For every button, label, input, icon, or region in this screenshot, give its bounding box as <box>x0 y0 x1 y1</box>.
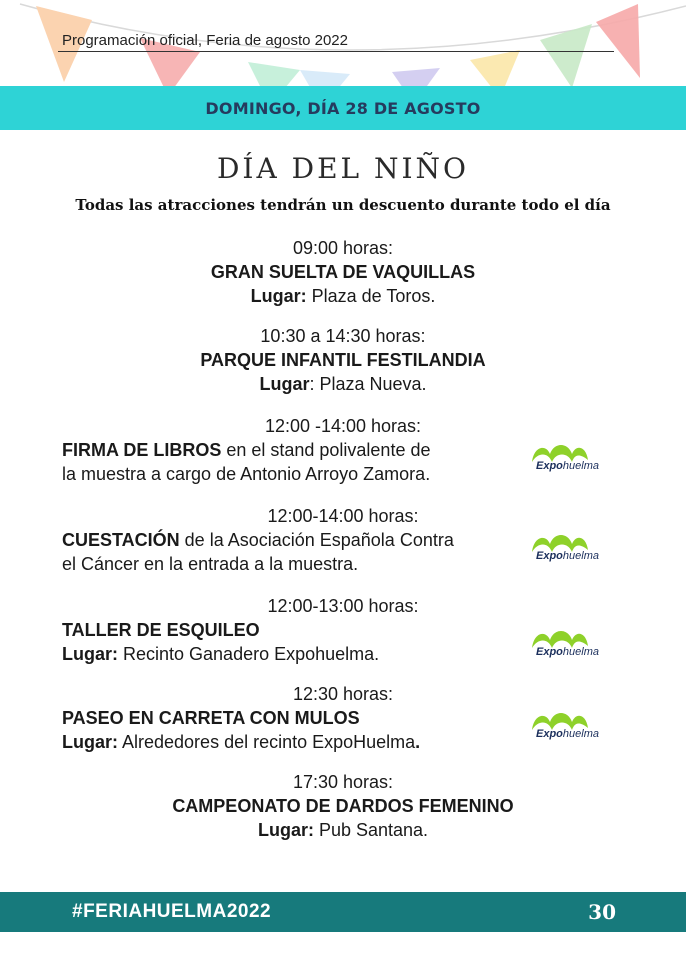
place-value: Plaza de Toros. <box>311 286 436 306</box>
place-value: Alrededores del recinto ExpoHuelma <box>118 732 416 752</box>
event-desc-line-2: el Cáncer en la entrada a la muestra. <box>62 554 359 574</box>
event-desc: en el stand polivalente de <box>221 440 431 460</box>
logo-word: Expohuelma <box>536 550 599 562</box>
day-band <box>0 86 686 130</box>
day-title: DOMINGO, DÍA 28 DE AGOSTO <box>205 98 481 118</box>
event-name: CAMPEONATO DE DARDOS FEMENINO <box>172 796 514 816</box>
place-end: . <box>415 732 421 752</box>
event-desc-line-2: la muestra a cargo de Antonio Arroyo Zamora. <box>62 464 431 484</box>
event-name: FIRMA DE LIBROS <box>62 440 222 460</box>
expohuelma-logo <box>528 626 618 666</box>
event-place <box>0 284 686 308</box>
event-place <box>0 372 686 396</box>
logo-word: Expohuelma <box>536 728 599 740</box>
event-name: PARQUE INFANTIL FESTILANDIA <box>200 350 486 370</box>
place-value: Pub Santana. <box>313 820 429 840</box>
event-name: CUESTACIÓN <box>62 530 180 550</box>
logo-word: Expohuelma <box>536 646 599 658</box>
place-label: Lugar: <box>250 286 307 306</box>
place-value: Recinto Ganadero Expohuelma. <box>118 644 380 664</box>
event-time: 17:30 horas: <box>292 772 394 792</box>
event-desc: de la Asociación Española Contra <box>179 530 454 550</box>
place-label: Lugar: <box>62 644 118 664</box>
logo-word: Expohuelma <box>536 460 599 472</box>
event-time: 10:30 a 14:30 horas: <box>260 326 426 346</box>
event-place <box>0 818 686 842</box>
place-label: Lugar: <box>62 732 118 752</box>
event-time: 12:00 -14:00 horas: <box>264 416 422 436</box>
place-value: : Plaza Nueva. <box>309 374 427 394</box>
event-name: PASEO EN CARRETA CON MULOS <box>62 708 360 728</box>
event-name: TALLER DE ESQUILEO <box>62 620 260 640</box>
event-7 <box>0 770 686 842</box>
expohuelma-logo <box>528 530 618 570</box>
subtitle: Todas las atracciones tendrán un descuento durante todo el día <box>75 196 611 214</box>
event-time: 12:30 horas: <box>292 684 394 704</box>
place-label: Lugar <box>259 374 310 394</box>
header-text: Programación oficial, Feria de agosto 2022 <box>62 32 348 49</box>
event-1 <box>0 236 686 308</box>
expohuelma-logo <box>528 440 618 480</box>
place-label: Lugar: <box>257 820 314 840</box>
footer-band <box>0 892 686 932</box>
event-name: GRAN SUELTA DE VAQUILLAS <box>210 262 476 282</box>
hashtag: #FERIAHUELMA2022 <box>72 901 272 922</box>
page-number: 30 <box>588 900 616 924</box>
event-time: 12:00-14:00 horas: <box>267 506 419 526</box>
event-2 <box>0 324 686 396</box>
event-time: 12:00-13:00 horas: <box>267 596 419 616</box>
header-divider <box>58 51 614 52</box>
main-title: DÍA DEL NIÑO <box>216 152 470 185</box>
expohuelma-logo <box>528 708 618 748</box>
event-time: 09:00 horas: <box>292 238 394 258</box>
